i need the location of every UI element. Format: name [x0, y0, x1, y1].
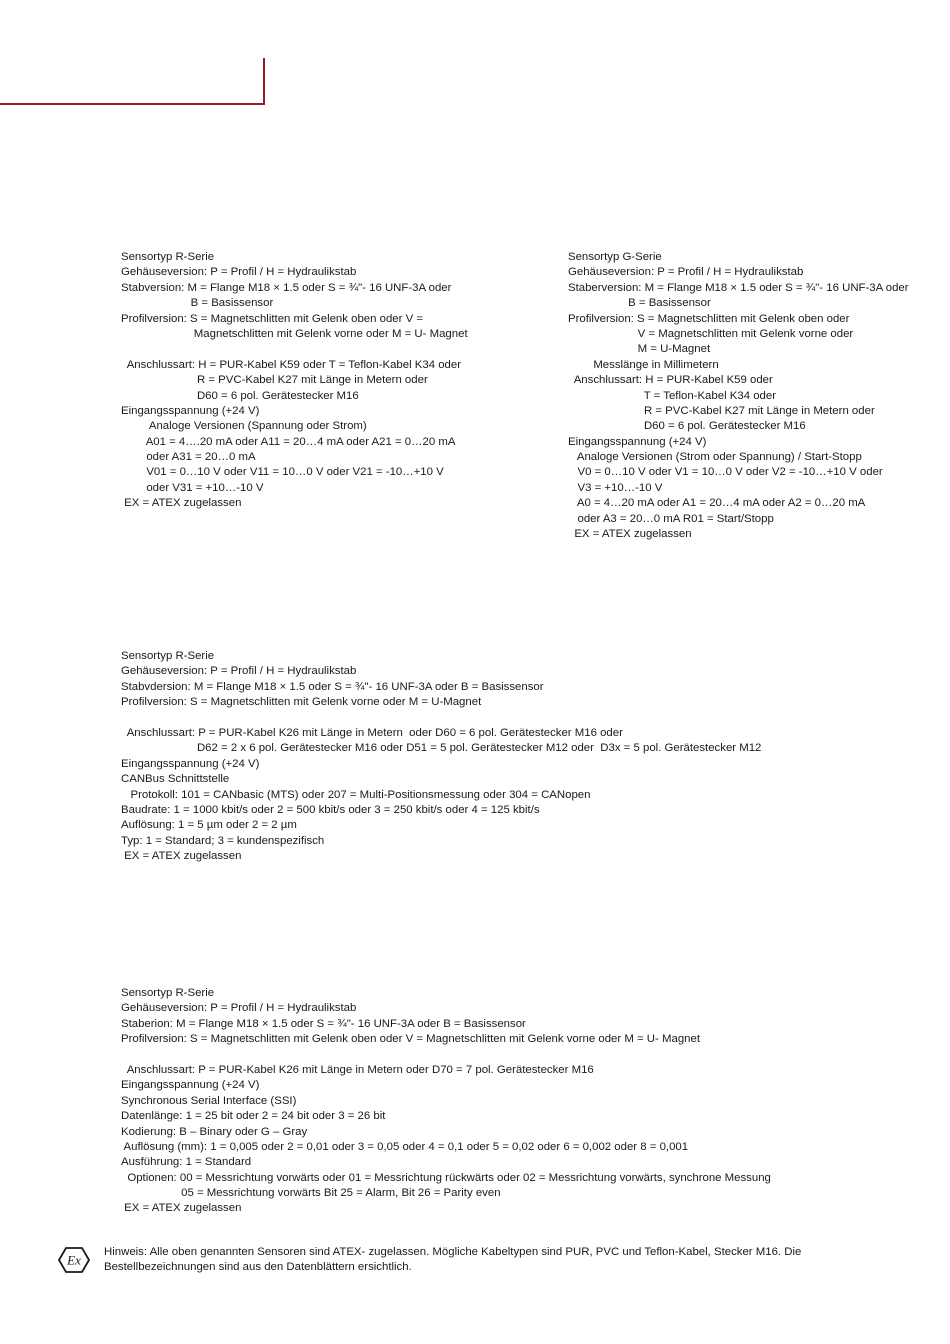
- r-series-ssi-line: 05 = Messrichtung vorwärts Bit 25 = Alarm, Bit 26 = Parity even: [121, 1187, 501, 1200]
- r-series-analog-line: B = Basissensor: [121, 297, 274, 310]
- r-series-analog-line: EX = ATEX zugelassen: [121, 497, 242, 510]
- g-series-analog-line: D60 = 6 pol. Gerätestecker M16: [568, 420, 806, 433]
- g-series-analog-line: Analoge Versionen (Strom oder Spannung) / Start-Stopp: [568, 451, 862, 464]
- g-series-analog-line: Eingangsspannung (+24 V): [568, 435, 707, 448]
- r-series-canbus-line: Baudrate: 1 = 1000 kbit/s oder 2 = 500 kbit/s oder 3 = 250 kbit/s oder 4 = 125 kbit/s: [121, 803, 540, 816]
- g-series-analog-line: Messlänge in Millimetern: [568, 358, 719, 371]
- r-series-ssi-line: Datenlänge: 1 = 25 bit oder 2 = 24 bit oder 3 = 26 bit: [121, 1110, 386, 1123]
- r-series-analog-line: D60 = 6 pol. Gerätestecker M16: [121, 389, 359, 402]
- g-series-analog-line: V3 = +10…-10 V: [568, 481, 663, 494]
- r-series-analog-line: R = PVC-Kabel K27 mit Länge in Metern oder: [121, 374, 428, 387]
- r-series-analog-line: Stabversion: M = Flange M18 × 1.5 oder S = ¾"- 16 UNF-3A oder: [121, 281, 452, 294]
- r-series-ssi-line: Staberion: M = Flange M18 × 1.5 oder S = ¾"- 16 UNF-3A oder B = Basissensor: [121, 1017, 526, 1030]
- r-series-canbus-line: Anschlussart: P = PUR-Kabel K26 mit Länge in Metern oder D60 = 6 pol. Gerätestecker M16 oder: [121, 726, 623, 739]
- r-series-ssi-line: Ausführung: 1 = Standard: [121, 1156, 252, 1169]
- r-series-canbus-line: Stabvdersion: M = Flange M18 × 1.5 oder S = ¾"- 16 UNF-3A oder B = Basissensor: [121, 680, 544, 693]
- r-series-analog-line: Sensortyp R-Serie: [121, 251, 215, 263]
- r-series-analog-line: Magnetschlitten mit Gelenk vorne oder M = U- Magnet: [121, 327, 468, 340]
- r-series-ssi-line: Profilversion: S = Magnetschlitten mit Gelenk oben oder V = Magnetschlitten mit Gelenk vorne oder M = U- Magnet: [121, 1033, 700, 1046]
- atex-note: Hinweis: Alle oben genannten Sensoren sind ATEX- zugelassen. Mögliche Kabeltypen sind PUR, PVC und Teflon-Kabel, Stecker M16. Die Bestellbezeichnungen sind aus den Datenblättern ersichtlich.: [104, 1246, 802, 1274]
- r-series-analog-line: [121, 342, 468, 357]
- ex-atex-icon: [58, 1246, 90, 1274]
- g-series-analog-line: V0 = 0…10 V oder V1 = 10…0 V oder V2 = -10…+10 V oder: [568, 466, 883, 479]
- g-series-analog-line: B = Basissensor: [568, 297, 711, 310]
- r-series-canbus-line: Protokoll: 101 = CANbasic (MTS) oder 207 = Multi-Positionsmessung oder 304 = CANopen: [121, 788, 591, 801]
- g-series-analog-line: Gehäuseversion: P = Profil / H = Hydraulikstab: [568, 266, 804, 279]
- r-series-ssi-line: Eingangsspannung (+24 V): [121, 1079, 260, 1092]
- r-series-analog-line: Analoge Versionen (Spannung oder Strom): [121, 420, 367, 433]
- r-series-ssi-line: [121, 1048, 771, 1063]
- g-series-analog-line: Sensortyp G-Serie: [568, 251, 662, 263]
- g-series-analog-line: Profilversion: S = Magnetschlitten mit Gelenk oben oder: [568, 312, 850, 325]
- corner-rule-vertical: [263, 58, 265, 105]
- r-series-ssi-line: Optionen: 00 = Messrichtung vorwärts oder 01 = Messrichtung rückwärts oder 02 = Messrichtung vorwärts, synchrone Messung: [121, 1171, 771, 1184]
- g-series-analog-line: R = PVC-Kabel K27 mit Länge in Metern oder: [568, 404, 875, 417]
- r-series-ssi-line: Kodierung: B – Binary oder G – Gray: [121, 1125, 308, 1138]
- r-series-ssi-line: Sensortyp R-Serie: [121, 987, 215, 999]
- r-series-analog-line: Profilversion: S = Magnetschlitten mit Gelenk oben oder V =: [121, 312, 424, 325]
- r-series-analog-line: Eingangsspannung (+24 V): [121, 404, 260, 417]
- g-series-analog-line: oder A3 = 20…0 mA R01 = Start/Stopp: [568, 512, 774, 525]
- r-series-ssi-line: Gehäuseversion: P = Profil / H = Hydraulikstab: [121, 1002, 357, 1015]
- r-series-canbus-line: CANBus Schnittstelle: [121, 773, 230, 786]
- g-series-analog-line: T = Teflon-Kabel K34 oder: [568, 389, 776, 402]
- corner-rule-horizontal: [0, 103, 265, 105]
- r-series-canbus-line: Sensortyp R-Serie: [121, 650, 215, 662]
- r-series-analog-line: oder A31 = 20…0 mA: [121, 451, 256, 464]
- r-series-ssi-line: Anschlussart: P = PUR-Kabel K26 mit Länge in Metern oder D70 = 7 pol. Gerätestecker M16: [121, 1063, 594, 1076]
- g-series-analog-line: M = U-Magnet: [568, 343, 711, 356]
- r-series-canbus-block: [121, 649, 761, 864]
- r-series-ssi-line: EX = ATEX zugelassen: [121, 1202, 242, 1215]
- r-series-canbus-line: Typ: 1 = Standard; 3 = kundenspezifisch: [121, 834, 325, 847]
- r-series-analog-line: Gehäuseversion: P = Profil / H = Hydraulikstab: [121, 266, 357, 279]
- r-series-analog-line: oder V31 = +10…-10 V: [121, 481, 264, 494]
- r-series-analog-line: Anschlussart: H = PUR-Kabel K59 oder T = Teflon-Kabel K34 oder: [121, 358, 462, 371]
- r-series-canbus-line: Eingangsspannung (+24 V): [121, 757, 260, 770]
- g-series-analog-line: Staberversion: M = Flange M18 × 1.5 oder S = ¾"- 16 UNF-3A oder: [568, 281, 909, 294]
- r-series-canbus-line: EX = ATEX zugelassen: [121, 850, 242, 863]
- r-series-ssi-block: [121, 986, 771, 1217]
- g-series-analog-line: EX = ATEX zugelassen: [568, 528, 692, 541]
- g-series-analog-line: A0 = 4…20 mA oder A1 = 20…4 mA oder A2 = 0…20 mA: [568, 497, 866, 510]
- r-series-canbus-line: Profilversion: S = Magnetschlitten mit Gelenk vorne oder M = U-Magnet: [121, 696, 482, 709]
- r-series-ssi-line: Auflösung (mm): 1 = 0,005 oder 2 = 0,01 oder 3 = 0,05 oder 4 = 0,1 oder 5 = 0,02 oder 6 = 0,002 oder 8 = 0,001: [121, 1140, 689, 1153]
- r-series-canbus-line: Auflösung: 1 = 5 µm oder 2 = 2 µm: [121, 819, 297, 832]
- g-series-analog-line: V = Magnetschlitten mit Gelenk vorne oder: [568, 327, 854, 340]
- svg-text:Ex: Ex: [67, 1252, 81, 1268]
- g-series-analog-block: [568, 250, 909, 542]
- r-series-analog-line: V01 = 0…10 V oder V11 = 10…0 V oder V21 = -10…+10 V: [121, 466, 444, 479]
- r-series-canbus-line: [121, 711, 761, 726]
- r-series-analog-block: [121, 250, 468, 512]
- r-series-ssi-line: Synchronous Serial Interface (SSI): [121, 1094, 297, 1107]
- g-series-analog-line: Anschlussart: H = PUR-Kabel K59 oder: [568, 374, 773, 387]
- r-series-analog-line: A01 = 4….20 mA oder A11 = 20…4 mA oder A21 = 0…20 mA: [121, 435, 456, 448]
- r-series-canbus-line: Gehäuseversion: P = Profil / H = Hydraulikstab: [121, 665, 357, 678]
- r-series-canbus-line: D62 = 2 x 6 pol. Gerätestecker M16 oder D51 = 5 pol. Gerätestecker M12 oder D3x = 5 pol. Gerätestecker M12: [121, 742, 762, 755]
